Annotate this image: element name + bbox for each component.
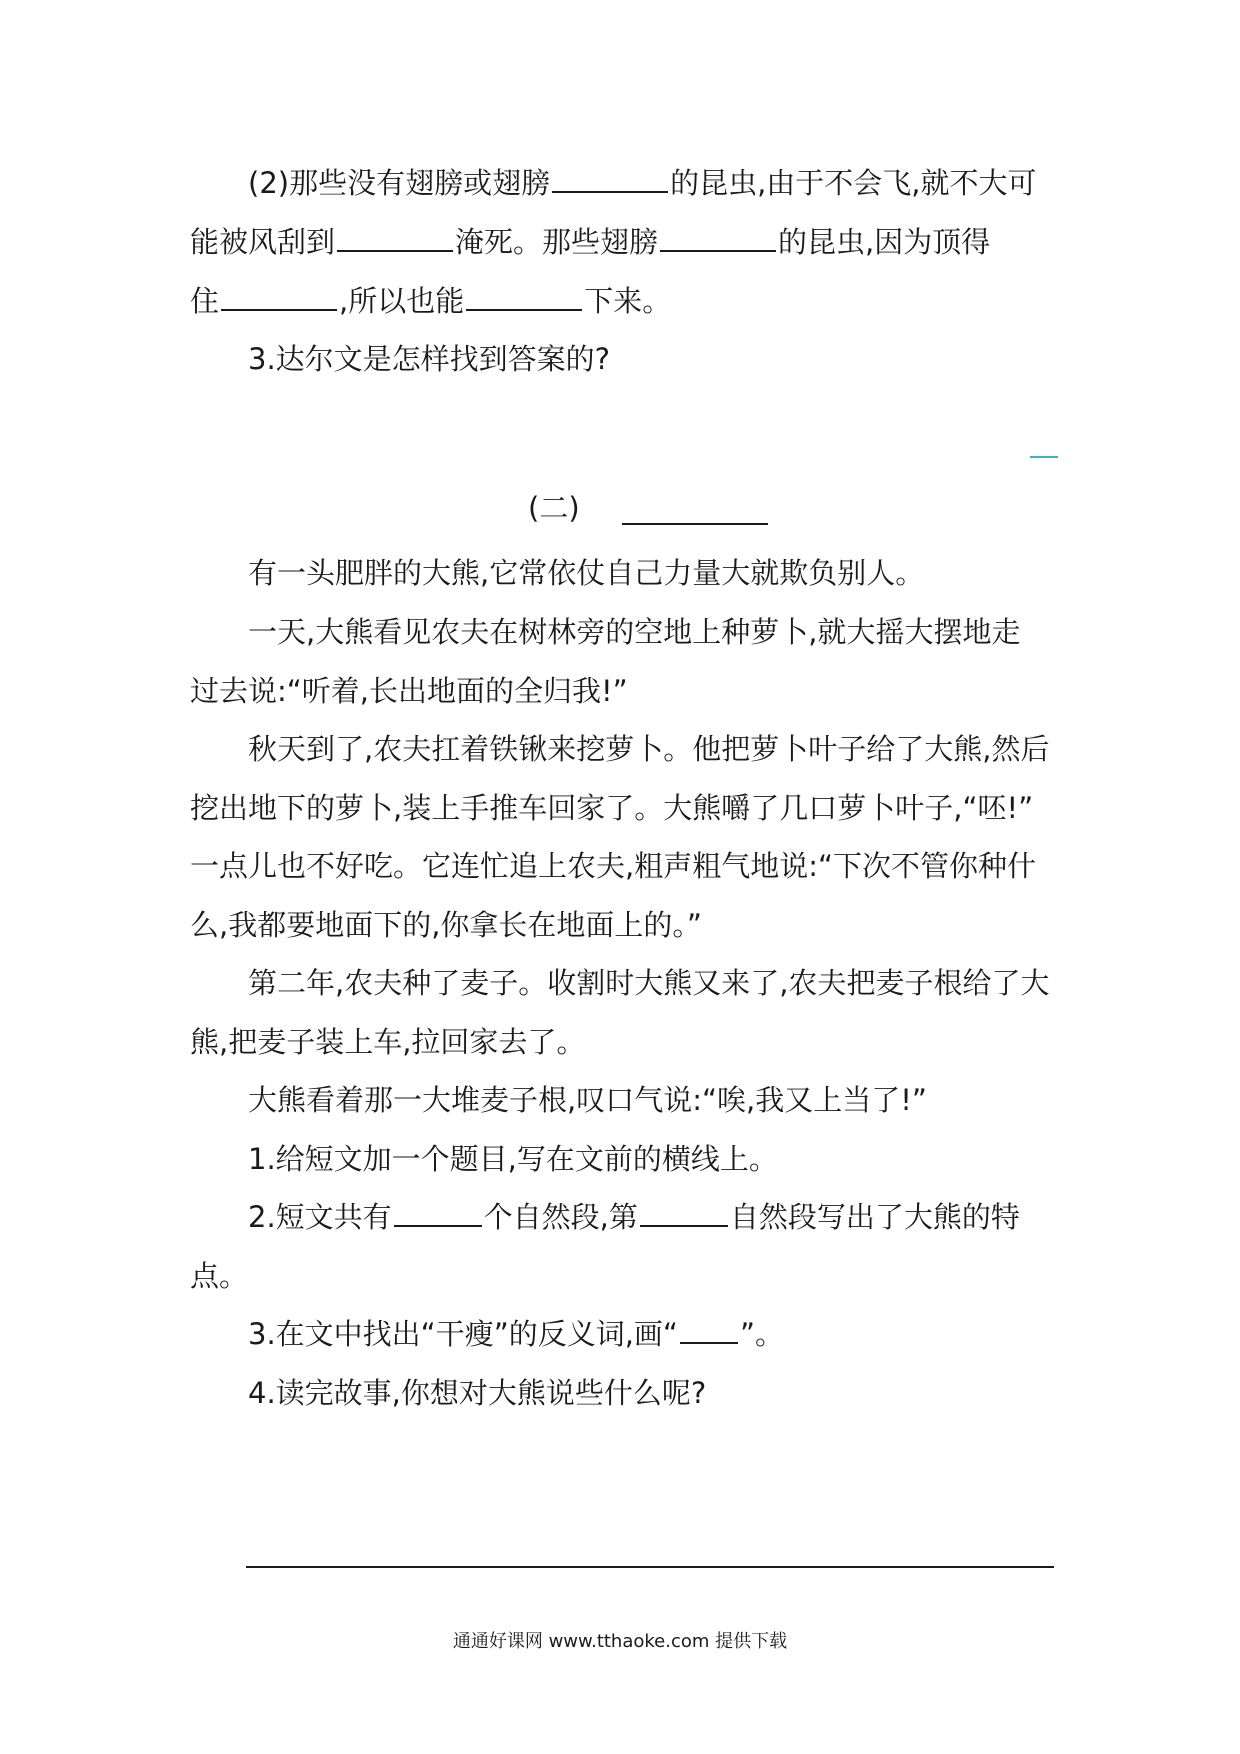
paragraph-line: 熊,把麦子装上车,拉回家去了。 <box>190 1025 586 1059</box>
paragraph-line: 么,我都要地面下的,你拿长在地面上的。” <box>190 908 702 942</box>
fill-blank[interactable] <box>660 226 776 252</box>
text: 下来。 <box>584 284 672 318</box>
paragraph-line: 过去说:“听着,长出地面的全归我!” <box>190 674 628 708</box>
text: 2.短文共有 <box>248 1200 392 1234</box>
footer-credit: 通通好课网 www.tthaoke.com 提供下载 <box>452 1631 788 1652</box>
paragraph-line: 一点儿也不好吃。它连忙追上农夫,粗声粗气地说:“下次不管你种什 <box>190 849 1037 883</box>
fill-blank[interactable] <box>337 226 453 252</box>
text: 的昆虫,由于不会飞,就不大可 <box>670 166 1037 200</box>
question-2-continued: 点。 <box>190 1259 249 1293</box>
question-3 <box>248 1314 1070 1354</box>
question-4: 4.读完故事,你想对大熊说些什么呢? <box>248 1376 707 1410</box>
paragraph-line: 有一头肥胖的大熊,它常依仗自己力量大就欺负别人。 <box>248 556 925 590</box>
paragraph-line: 第二年,农夫种了麦子。收割时大熊又来了,农夫把麦子根给了大 <box>248 966 1050 1000</box>
fill-blank[interactable] <box>466 285 582 311</box>
paragraph-line: 一天,大熊看见农夫在树林旁的空地上种萝卜,就大摇大摆地走 <box>248 615 1021 649</box>
text: 3.在文中找出“干瘦”的反义词,画“ <box>248 1317 678 1351</box>
paragraph-line: 秋天到了,农夫扛着铁锹来挖萝卜。他把萝卜叶子给了大熊,然后 <box>248 732 1050 766</box>
question-2-line-1 <box>248 163 1070 203</box>
paragraph-line: 大熊看着那一大堆麦子根,叹口气说:“唉,我又上当了!” <box>248 1083 927 1117</box>
text: 能被风刮到 <box>190 225 336 259</box>
question-2 <box>248 1197 1070 1237</box>
section-heading: (二) <box>528 491 580 525</box>
text: 淹死。那些翅膀 <box>455 225 659 259</box>
answer-line[interactable] <box>246 1566 1054 1568</box>
fill-blank[interactable] <box>640 1201 728 1227</box>
text: (2)那些没有翅膀或翅膀 <box>248 166 551 200</box>
decorative-mark <box>1030 456 1058 458</box>
fill-blank[interactable] <box>552 167 668 193</box>
title-fill-blank[interactable] <box>622 523 768 525</box>
text: 的昆虫,因为顶得 <box>778 225 991 259</box>
underline-sample <box>680 1318 738 1344</box>
question-1: 1.给短文加一个题目,写在文前的横线上。 <box>248 1142 778 1176</box>
fill-blank[interactable] <box>221 285 337 311</box>
text: ”。 <box>739 1317 784 1351</box>
text: 个自然段,第 <box>483 1200 638 1234</box>
text: 自然段写出了大熊的特 <box>729 1200 1020 1234</box>
question-3: 3.达尔文是怎样找到答案的? <box>248 342 611 376</box>
question-2-line-2 <box>190 222 1070 262</box>
text: ,所以也能 <box>339 284 465 318</box>
fill-blank[interactable] <box>394 1201 482 1227</box>
question-2-line-3 <box>190 281 1070 321</box>
text: 住 <box>190 284 220 318</box>
paragraph-line: 挖出地下的萝卜,装上手推车回家了。大熊嚼了几口萝卜叶子,“呸!” <box>190 791 1034 825</box>
